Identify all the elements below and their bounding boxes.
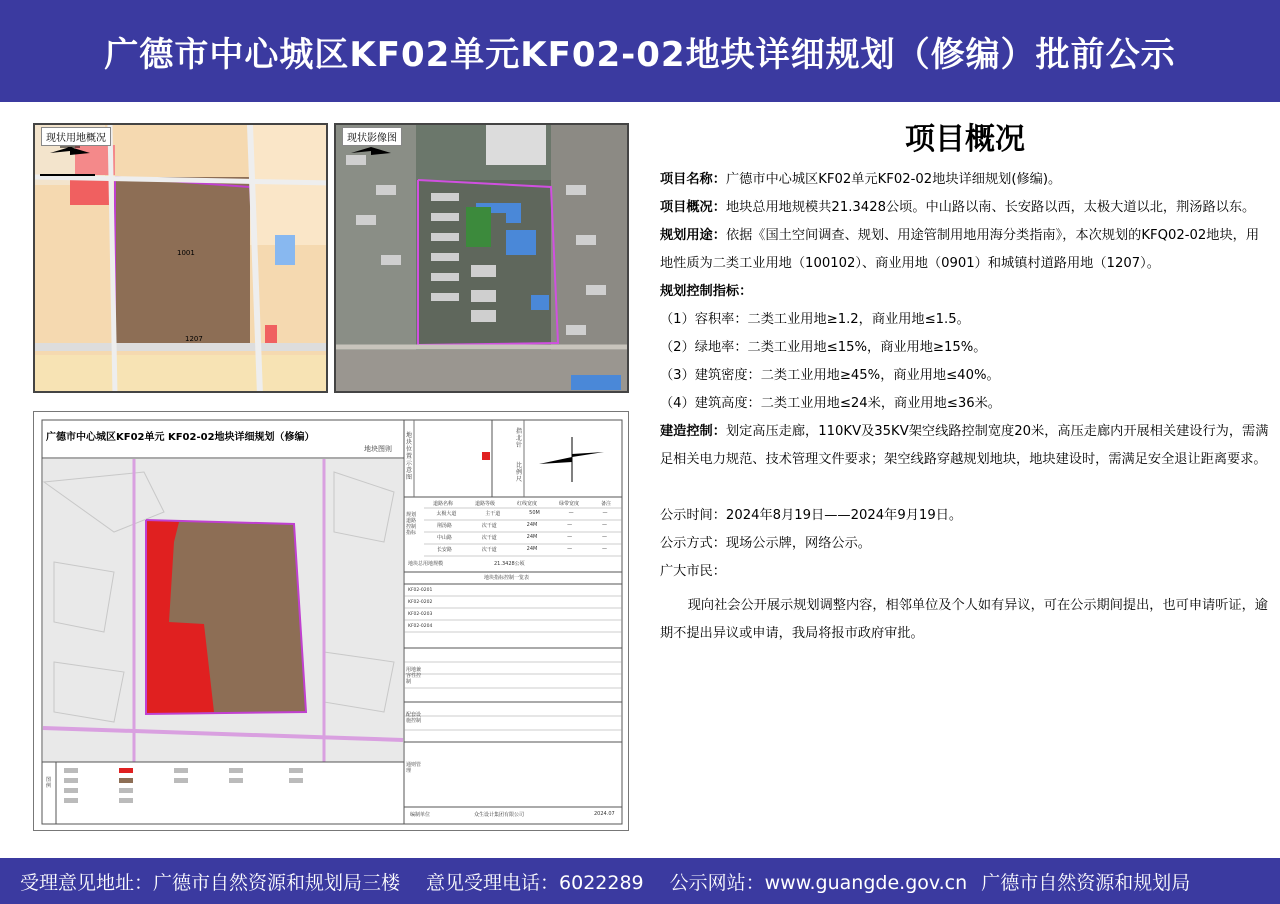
parcel-row: KF02-0202 [408,600,433,605]
supporting-facilities-label: 配套设施控制 [406,712,422,724]
general-rules-label: 通则管理 [406,762,422,774]
project-summary: 项目概况：地块总用地规模共21.3428公顷。中山路以南、长安路以西，太极大道以北，荆汤路以东。 [660,200,1256,215]
index-height: （4）建筑高度：二类工业用地≤24米，商业用地≤36米。 [660,396,1001,411]
scale-label: 比例尺 [516,462,523,483]
footer-org: 广德市自然资源和规划局 [981,871,1191,894]
plan-svg [34,412,629,831]
road-row: 太极大道 主干道 50M — — [436,510,608,517]
page-title: 广德市中心城区KF02单元KF02-02地块详细规划（修编）批前公示 [104,34,1176,75]
detailed-plan-drawing [33,411,629,831]
index-green: （2）绿地率：二类工业用地≤15%，商业用地≥15%。 [660,340,987,355]
footer-website[interactable]: 公示网站：www.guangde.gov.cn [669,871,968,894]
control-indices-heading: 规划控制指标： [660,284,753,299]
parcel-row: KF02-0201 [408,588,433,593]
overview-heading: 项目概况 [905,122,1025,157]
plan-subtitle: 地块图则 [364,445,392,453]
aerial-image-map [334,123,629,393]
overview-panel [660,120,1270,648]
plan-title: 广德市中心城区KF02单元 KF02-02地块详细规划（修编） [46,432,315,443]
footer-address: 受理意见地址：广德市自然资源和规划局三楼 [20,871,401,894]
parcel-row: KF02-0203 [408,612,433,617]
aerial-svg [336,125,629,393]
project-name: 项目名称：广德市中心城区KF02单元KF02-02地块详细规划(修编)。 [660,172,1062,187]
greeting: 广大市民： [660,564,726,579]
notice-time: 公示时间：2024年8月19日——2024年9月19日。 [660,508,963,523]
plan-date: 2024.07 [594,811,615,817]
total-area-value: 21.3428公顷 [494,561,525,567]
index-density: （3）建筑密度：二类工业用地≥45%，商业用地≤40%。 [660,368,1000,383]
mixed-use-label: 用地兼容性控制 [406,667,422,685]
construction-control: 建造控制：划定高压走廊，110KV及35KV架空线路控制宽度20米，高压走廊内开展相关建设行为，需满足相关电力规范、技术管理文件要求；架空线路穿越规划地块，地块建设时，需满足安全退让距离要求。 [660,424,1269,467]
current-land-svg [35,125,328,393]
north-arrow-icon [539,437,604,482]
road-row: 荆汤路 次干道 24M — — [436,522,608,529]
road-code-label: 1207 [185,335,203,343]
index-far: （1）容积率：二类工业用地≥1.2，商业用地≤1.5。 [660,312,970,327]
compiler-label: 编制单位 [410,812,431,818]
compiler-name: 众生设计集团有限公司 [474,812,525,818]
road-table-header: 道路名称 道路等级 红线宽度 绿带宽度 备注 [432,501,611,507]
index-table-title: 地块指标控制一览表 [484,575,530,581]
parcel-code-label: 1001 [177,249,195,257]
location-map-label: 地块位置示意图 [406,432,413,481]
parcel-row: KF02-0204 [408,624,433,629]
footer-phone: 意见受理电话：6022289 [426,871,644,894]
notice-body: 现向社会公开展示规划调整内容，相邻单位及个人如有异议，可在公示期间提出，也可申请听证，逾期不提出异议或申请，我局将报市政府审批。 [660,598,1268,641]
road-table-label: 规划道路控制指标 [406,512,417,536]
road-row: 长安路 次干道 24M — — [436,546,608,553]
map-label-current-land: 现状用地概况 [41,127,111,146]
map-label-aerial: 现状影像图 [342,127,402,146]
planned-use: 规划用途：依据《国土空间调查、规划、用途管制用地用海分类指南》，本次规划的KFQ02-02地块，用地性质为二类工业用地（100102）、商业用地（0901）和城镇村道路用地（1207）。 [660,228,1260,271]
header-banner [0,0,1280,102]
total-area-label: 地块总用地规模 [408,561,444,567]
current-land-use-map [33,123,328,393]
north-arrow-label: 指北针 [516,428,523,449]
road-row: 中山路 次干道 24M — — [436,534,608,541]
notice-method: 公示方式：现场公示牌，网络公示。 [660,536,871,551]
legend-label: 图例 [46,777,52,789]
footer-banner [0,858,1280,904]
